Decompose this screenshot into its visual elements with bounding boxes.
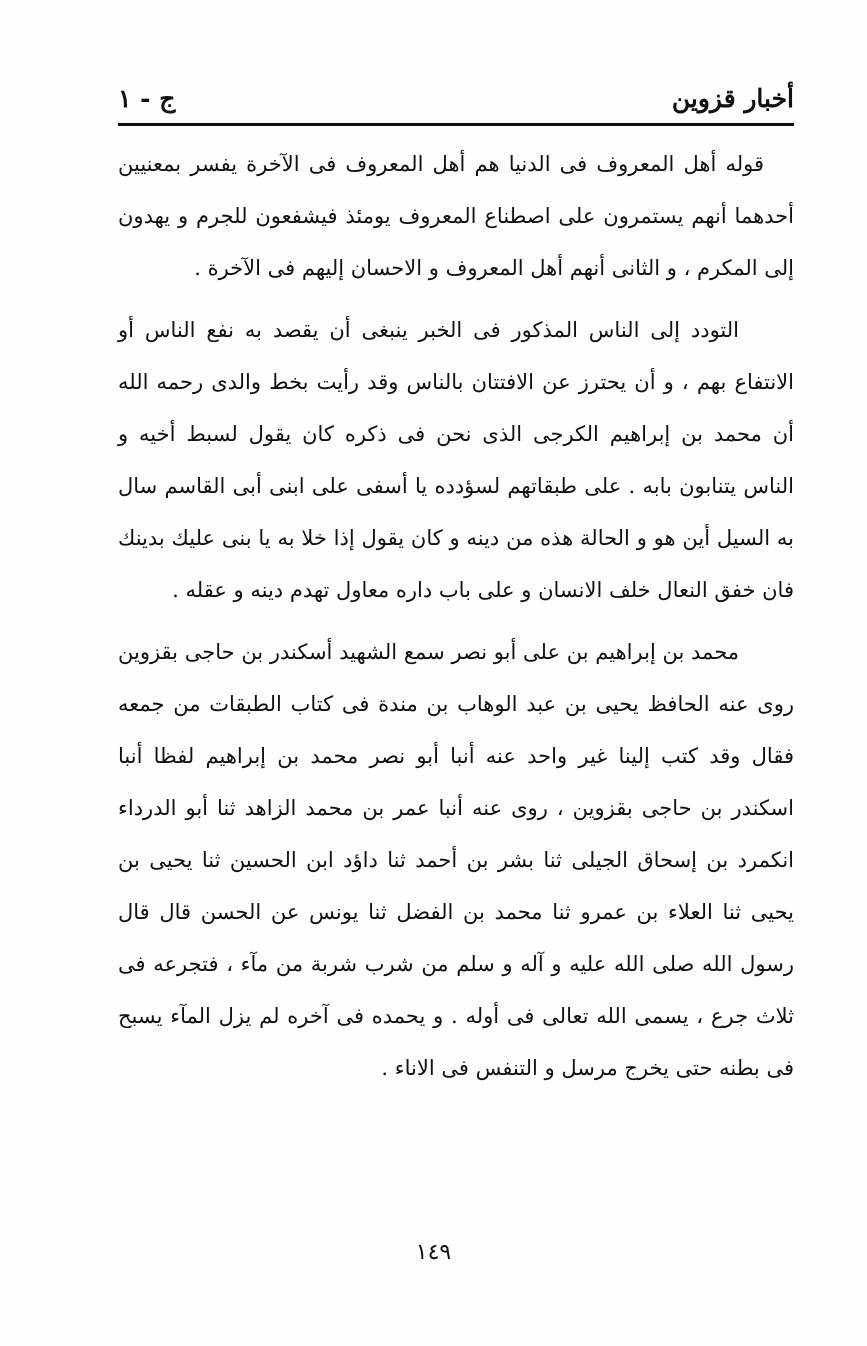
paragraph: محمد بن إبراهيم بن على أبو نصر سمع الشهيد أسكندر بن حاجى بقزوين روى عنه الحافظ يحيى بن عبد الوهاب بن مندة فى كتاب الطبقات من جمعه فقال وقد كتب إلينا غير واحد عنه أنبا أبو نصر محمد بن إبراهيم لفظا أنبا اسكندر بن حاجى بقزوين ، روى عنه أنبا عمر بن محمد الزاهد ثنا أبو الدرداء انكمرد بن إسحاق الجيلى ثنا بشر بن أحمد ثنا داؤد ابن الحسين ثنا يحيى بن يحيى ثنا العلاء بن عمرو ثنا محمد بن الفضل ثنا يونس عن الحسن قال قال رسول الله صلى الله عليه و آله و سلم من شرب شربة من مآء ، فتجرعه فى ثلاث جرع ، يسمى الله تعالى فى أوله . و يحمده فى آخره لم يزل المآء يسبح فى بطنه حتى يخرج مرسل و التنفس فى الاناء . xyxy=(118,640,794,1080)
volume-label: ج - ١ xyxy=(118,83,176,113)
page-number: ١٤٩ xyxy=(415,1240,452,1265)
running-header xyxy=(118,78,794,118)
body-text xyxy=(118,138,794,1104)
header-rule xyxy=(118,123,794,126)
paragraph: التودد إلى الناس المذكور فى الخبر ينبغى أن يقصد به نفع الناس أو الانتفاع بهم ، و أن يحترز عن الافتتان بالناس وقد رأيت بخط والدى رحمه الله أن محمد بن إبراهيم الكرجى الذى نحن فى ذكره كان يقول لسبط أخيه و الناس يتنابون بابه . على طبقاتهم لسؤدده يا أسفى على ابنى أبى القاسم سال به السيل أين هو و الحالة هذه من دينه و كان يقول إذا خلا به يا بنى عليك بدينك فان خفق النعال خلف الانسان و على باب داره معاول تهدم دينه و عقله . xyxy=(118,318,794,602)
paragraph: قوله أهل المعروف فى الدنيا هم أهل المعروف فى الآخرة يفسر بمعنيين أحدهما أنهم يستمرون على اصطناع المعروف يومئذ فيشفعون للجرم و يهدون إلى المكرم ، و الثانى أنهم أهل المعروف و الاحسان إليهم فى الآخرة . xyxy=(118,152,794,280)
book-title: أخبار قزوين xyxy=(671,83,794,113)
